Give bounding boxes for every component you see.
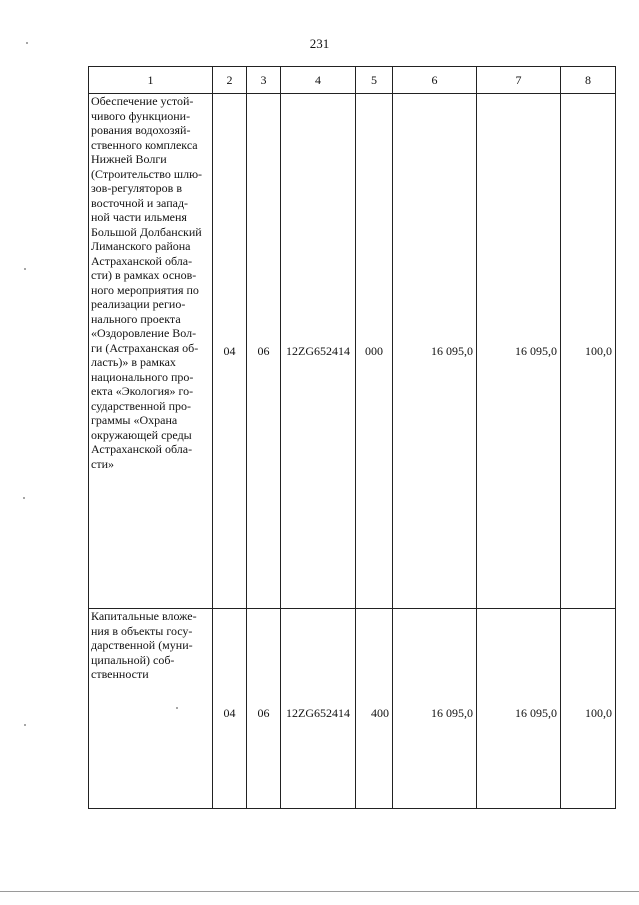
column-header: 6	[393, 67, 477, 94]
target-article-code: 12ZG652414	[281, 609, 356, 809]
scan-speck	[26, 42, 28, 44]
execution-percent: 100,0	[561, 609, 616, 809]
scan-speck	[23, 497, 25, 499]
column-header: 8	[561, 67, 616, 94]
amount-executed: 16 095,0	[477, 609, 561, 809]
section-code: 04	[213, 94, 247, 609]
subsection-code: 06	[247, 94, 281, 609]
table-row	[89, 609, 616, 809]
scan-speck	[24, 724, 26, 726]
page-number: 231	[309, 36, 330, 51]
column-header: 3	[247, 67, 281, 94]
subsection-code: 06	[247, 609, 281, 809]
column-header: 7	[477, 67, 561, 94]
amount-planned: 16 095,0	[393, 609, 477, 809]
table-header-row	[89, 67, 616, 94]
amount-planned: 16 095,0	[393, 94, 477, 609]
column-header: 5	[356, 67, 393, 94]
column-header: 1	[89, 67, 213, 94]
expense-type-code: 000	[356, 94, 393, 609]
budget-table	[88, 66, 616, 809]
expense-type-code: 400	[356, 609, 393, 809]
row-description: Обеспечение устой- чивого функциони- рования водохозяй- ственного комплекса Нижней Волги (Строительство шлю- зов-регуляторов в восточной и запад- ной части ильменя Большой Долбанский Лиманского района Астраханской обла- сти) в рамках основ- ного мероприятия по реализации регио- нального проекта «Оздоровление Вол- ги (Астраханская об- ласть)» в рамках национального про- екта «Экология» го- сударственной про- граммы «Охрана окружающей среды Астраханской обла- сти»	[89, 94, 213, 609]
execution-percent: 100,0	[561, 94, 616, 609]
column-header: 4	[281, 67, 356, 94]
section-code: 04	[213, 609, 247, 809]
scan-speck	[176, 707, 178, 709]
target-article-code: 12ZG652414	[281, 94, 356, 609]
row-description: Капитальные вложе- ния в объекты госу- дарственной (муни- ципальной) соб- ственности	[89, 609, 213, 809]
column-header: 2	[213, 67, 247, 94]
scan-speck	[24, 268, 26, 270]
table-row	[89, 94, 616, 609]
amount-executed: 16 095,0	[477, 94, 561, 609]
page-bottom-rule	[0, 891, 639, 892]
